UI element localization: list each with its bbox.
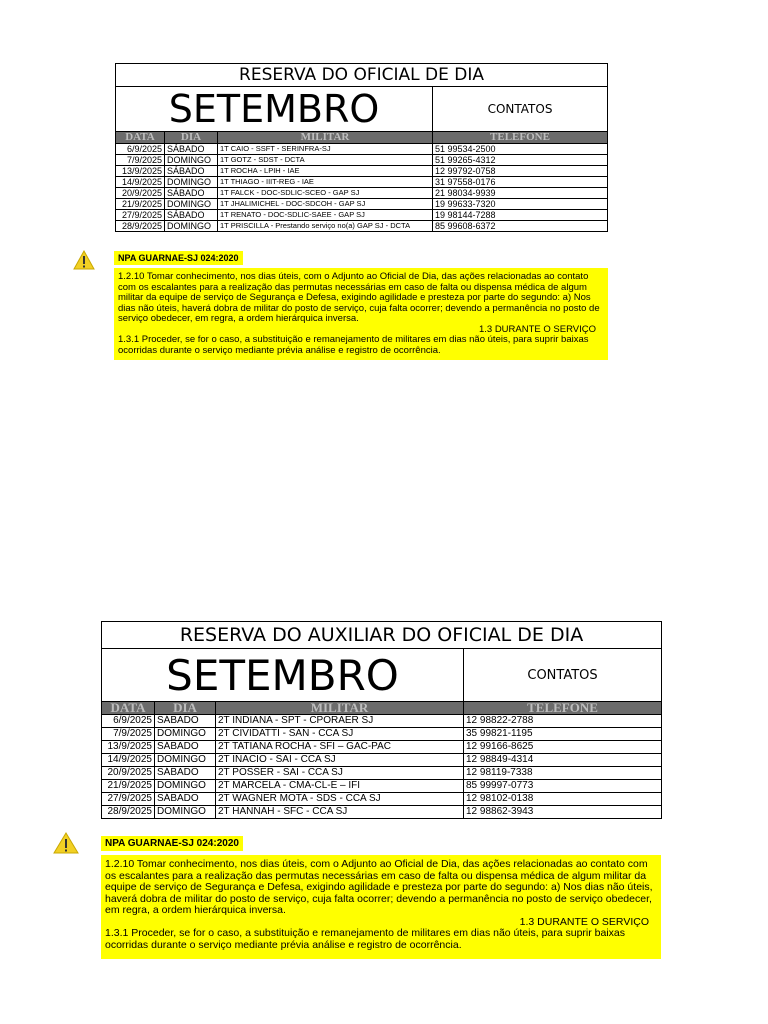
cell-military: 2T MARCELA - CMA-CL-E – IFI [216,780,464,793]
cell-military: 1T RENATO - DOC-SDLIC-SAEE - GAP SJ [218,210,433,221]
cell-military: 1T THIAGO - IIIT-REG - IAE [218,177,433,188]
cell-military: 1T GOTZ - SDST - DCTA [218,155,433,166]
cell-military: 1T CAIO - SSFT - SERINFRA-SJ [218,144,433,155]
npa-paragraph-2: 1.3.1 Proceder, se for o caso, a substituição e remanejamento de militares em dias não úteis, para suprir baixas ocorridas durante o serviço mediante prévia análise e registro de ocorrência. [118,334,589,356]
header-military: MILITAR [218,132,433,144]
warning-triangle-icon [73,250,95,275]
table-row [102,793,662,806]
table-row [102,780,662,793]
cell-day: DOMINGO [155,754,216,767]
cell-day: SÁBADO [155,767,216,780]
table-row [116,155,608,166]
header-date: DATA [102,702,155,715]
cell-date: 28/9/2025 [116,221,165,232]
officer-reserve-roster [115,63,608,232]
cell-day: DOMINGO [165,155,218,166]
cell-date: 7/9/2025 [116,155,165,166]
table-row [102,754,662,767]
header-phone: TELEFONE [464,702,662,715]
cell-phone: 85 99608-6372 [433,221,608,232]
cell-military: 2T INDIANA - SPT - CPORAER SJ [216,715,464,728]
cell-military: 2T WAGNER MOTA - SDS - CCA SJ [216,793,464,806]
cell-phone: 85 99997-0773 [464,780,662,793]
table-row [116,166,608,177]
cell-phone: 12 99166-8625 [464,741,662,754]
header-date: DATA [116,132,165,144]
cell-phone: 19 98144-7288 [433,210,608,221]
cell-phone: 51 99534-2500 [433,144,608,155]
cell-day: SÁBADO [165,188,218,199]
cell-date: 20/9/2025 [102,767,155,780]
npa-reference-label: NPA GUARNAE-SJ 024:2020 [101,836,243,851]
npa-heading: 1.3 DURANTE O SERVIÇO [478,323,596,335]
table-row [116,188,608,199]
contacts-label: CONTATOS [433,87,608,132]
cell-day: SÁBADO [165,166,218,177]
cell-phone: 19 99633-7320 [433,199,608,210]
table-row [102,806,662,819]
table-title: RESERVA DO OFICIAL DE DIA [116,64,608,87]
npa-excerpt [114,268,608,360]
cell-phone: 31 97558-0176 [433,177,608,188]
cell-day: SÁBADO [155,715,216,728]
npa-paragraph-2: 1.3.1 Proceder, se for o caso, a substituição e remanejamento de militares em dias não úteis, para suprir baixas ocorridas durante o serviço mediante prévia análise e registro de ocorrência. [105,927,626,951]
cell-day: DOMINGO [155,728,216,741]
table-row [116,199,608,210]
cell-military: 1T ROCHA - LPIH - IAE [218,166,433,177]
cell-date: 27/9/2025 [116,210,165,221]
header-phone: TELEFONE [433,132,608,144]
cell-date: 13/9/2025 [116,166,165,177]
table-body [102,715,662,819]
npa-excerpt [101,855,661,959]
cell-phone: 12 98119-7338 [464,767,662,780]
table-body [116,144,608,232]
cell-phone: 21 98034-9939 [433,188,608,199]
cell-date: 6/9/2025 [102,715,155,728]
cell-day: SÁBADO [155,793,216,806]
assistant-reserve-table [101,621,661,819]
cell-phone: 12 98822-2788 [464,715,662,728]
cell-date: 21/9/2025 [116,199,165,210]
cell-date: 14/9/2025 [102,754,155,767]
table-row [102,728,662,741]
cell-phone: 12 99792-0758 [433,166,608,177]
cell-day: DOMINGO [155,806,216,819]
npa-reference-label: NPA GUARNAE-SJ 024:2020 [114,251,243,265]
header-day: DIA [155,702,216,715]
table-row [116,177,608,188]
contacts-label: CONTATOS [464,649,662,702]
table-row [102,741,662,754]
cell-military: 2T TATIANA ROCHA - SFI – GAC-PAC [216,741,464,754]
cell-date: 6/9/2025 [116,144,165,155]
cell-date: 7/9/2025 [102,728,155,741]
cell-date: 13/9/2025 [102,741,155,754]
cell-day: SÁBADO [155,741,216,754]
warning-triangle-icon [53,832,79,859]
cell-date: 20/9/2025 [116,188,165,199]
table-row [102,767,662,780]
cell-day: DOMINGO [165,199,218,210]
table-header-row [102,702,662,715]
cell-phone: 12 98849-4314 [464,754,662,767]
table-row [116,210,608,221]
cell-phone: 12 98102-0138 [464,793,662,806]
month-title: SETEMBRO [102,649,464,702]
table-header-row [116,132,608,144]
cell-day: SÁBADO [165,144,218,155]
cell-military: 1T PRISCILLA - Prestando serviço no(a) GAP SJ - DCTA [218,221,433,232]
cell-day: DOMINGO [165,221,218,232]
table-row [116,221,608,232]
cell-military: 2T POSSER - SAI - CCA SJ [216,767,464,780]
table-title: RESERVA DO AUXILIAR DO OFICIAL DE DIA [102,622,662,649]
header-military: MILITAR [216,702,464,715]
cell-date: 14/9/2025 [116,177,165,188]
assistant-reserve-roster [101,621,662,819]
cell-day: SÁBADO [165,210,218,221]
cell-date: 28/9/2025 [102,806,155,819]
cell-military: 2T HANNAH - SFC - CCA SJ [216,806,464,819]
cell-military: 2T CIVIDATTI - SAN - CCA SJ [216,728,464,741]
cell-military: 1T FALCK - DOC-SDLIC-SCEO - GAP SJ [218,188,433,199]
npa-paragraph-1: 1.2.10 Tomar conhecimento, nos dias úteis, com o Adjunto ao Oficial de Dia, das ações relacionadas ao contato com os escalantes para a realização das permutas necessárias em caso de falta ou dispensa médica de algum militar da equipe de serviço de Segurança e Defesa, exigindo agilidade e presteza por parte do segundo: a) Nos dias não úteis, haverá dobra de militar do posto de serviço, cuja falta ocorrer; devendo a permanência no posto de serviço obedecer, em regra, a ordem hierárquica inversa. [105,858,653,916]
cell-military: 2T INACIO - SAI - CCA SJ [216,754,464,767]
cell-date: 27/9/2025 [102,793,155,806]
npa-heading: 1.3 DURANTE O SERVIÇO [519,915,649,928]
cell-military: 1T JHALIMICHEL - DOC-SDCOH - GAP SJ [218,199,433,210]
table-row [102,715,662,728]
npa-paragraph-1: 1.2.10 Tomar conhecimento, nos dias úteis, com o Adjunto ao Oficial de Dia, das ações relacionadas ao contato com os escalantes para a realização das permutas necessárias em caso de falta ou dispensa médica de algum militar da equipe de serviço de Segurança e Defesa, exigindo agilidade e presteza por parte do segundo: a) Nos dias não úteis, haverá dobra de militar do posto de serviço, cuja falta ocorrer; devendo a permanência no posto de serviço obedecer, em regra, a ordem hierárquica inversa. [118,271,600,324]
table-row [116,144,608,155]
cell-phone: 35 99821-1195 [464,728,662,741]
cell-phone: 51 99265-4312 [433,155,608,166]
month-title: SETEMBRO [116,87,433,132]
officer-reserve-table [115,63,607,232]
cell-day: DOMINGO [165,177,218,188]
cell-phone: 12 98862-3943 [464,806,662,819]
header-day: DIA [165,132,218,144]
cell-day: DOMINGO [155,780,216,793]
cell-date: 21/9/2025 [102,780,155,793]
